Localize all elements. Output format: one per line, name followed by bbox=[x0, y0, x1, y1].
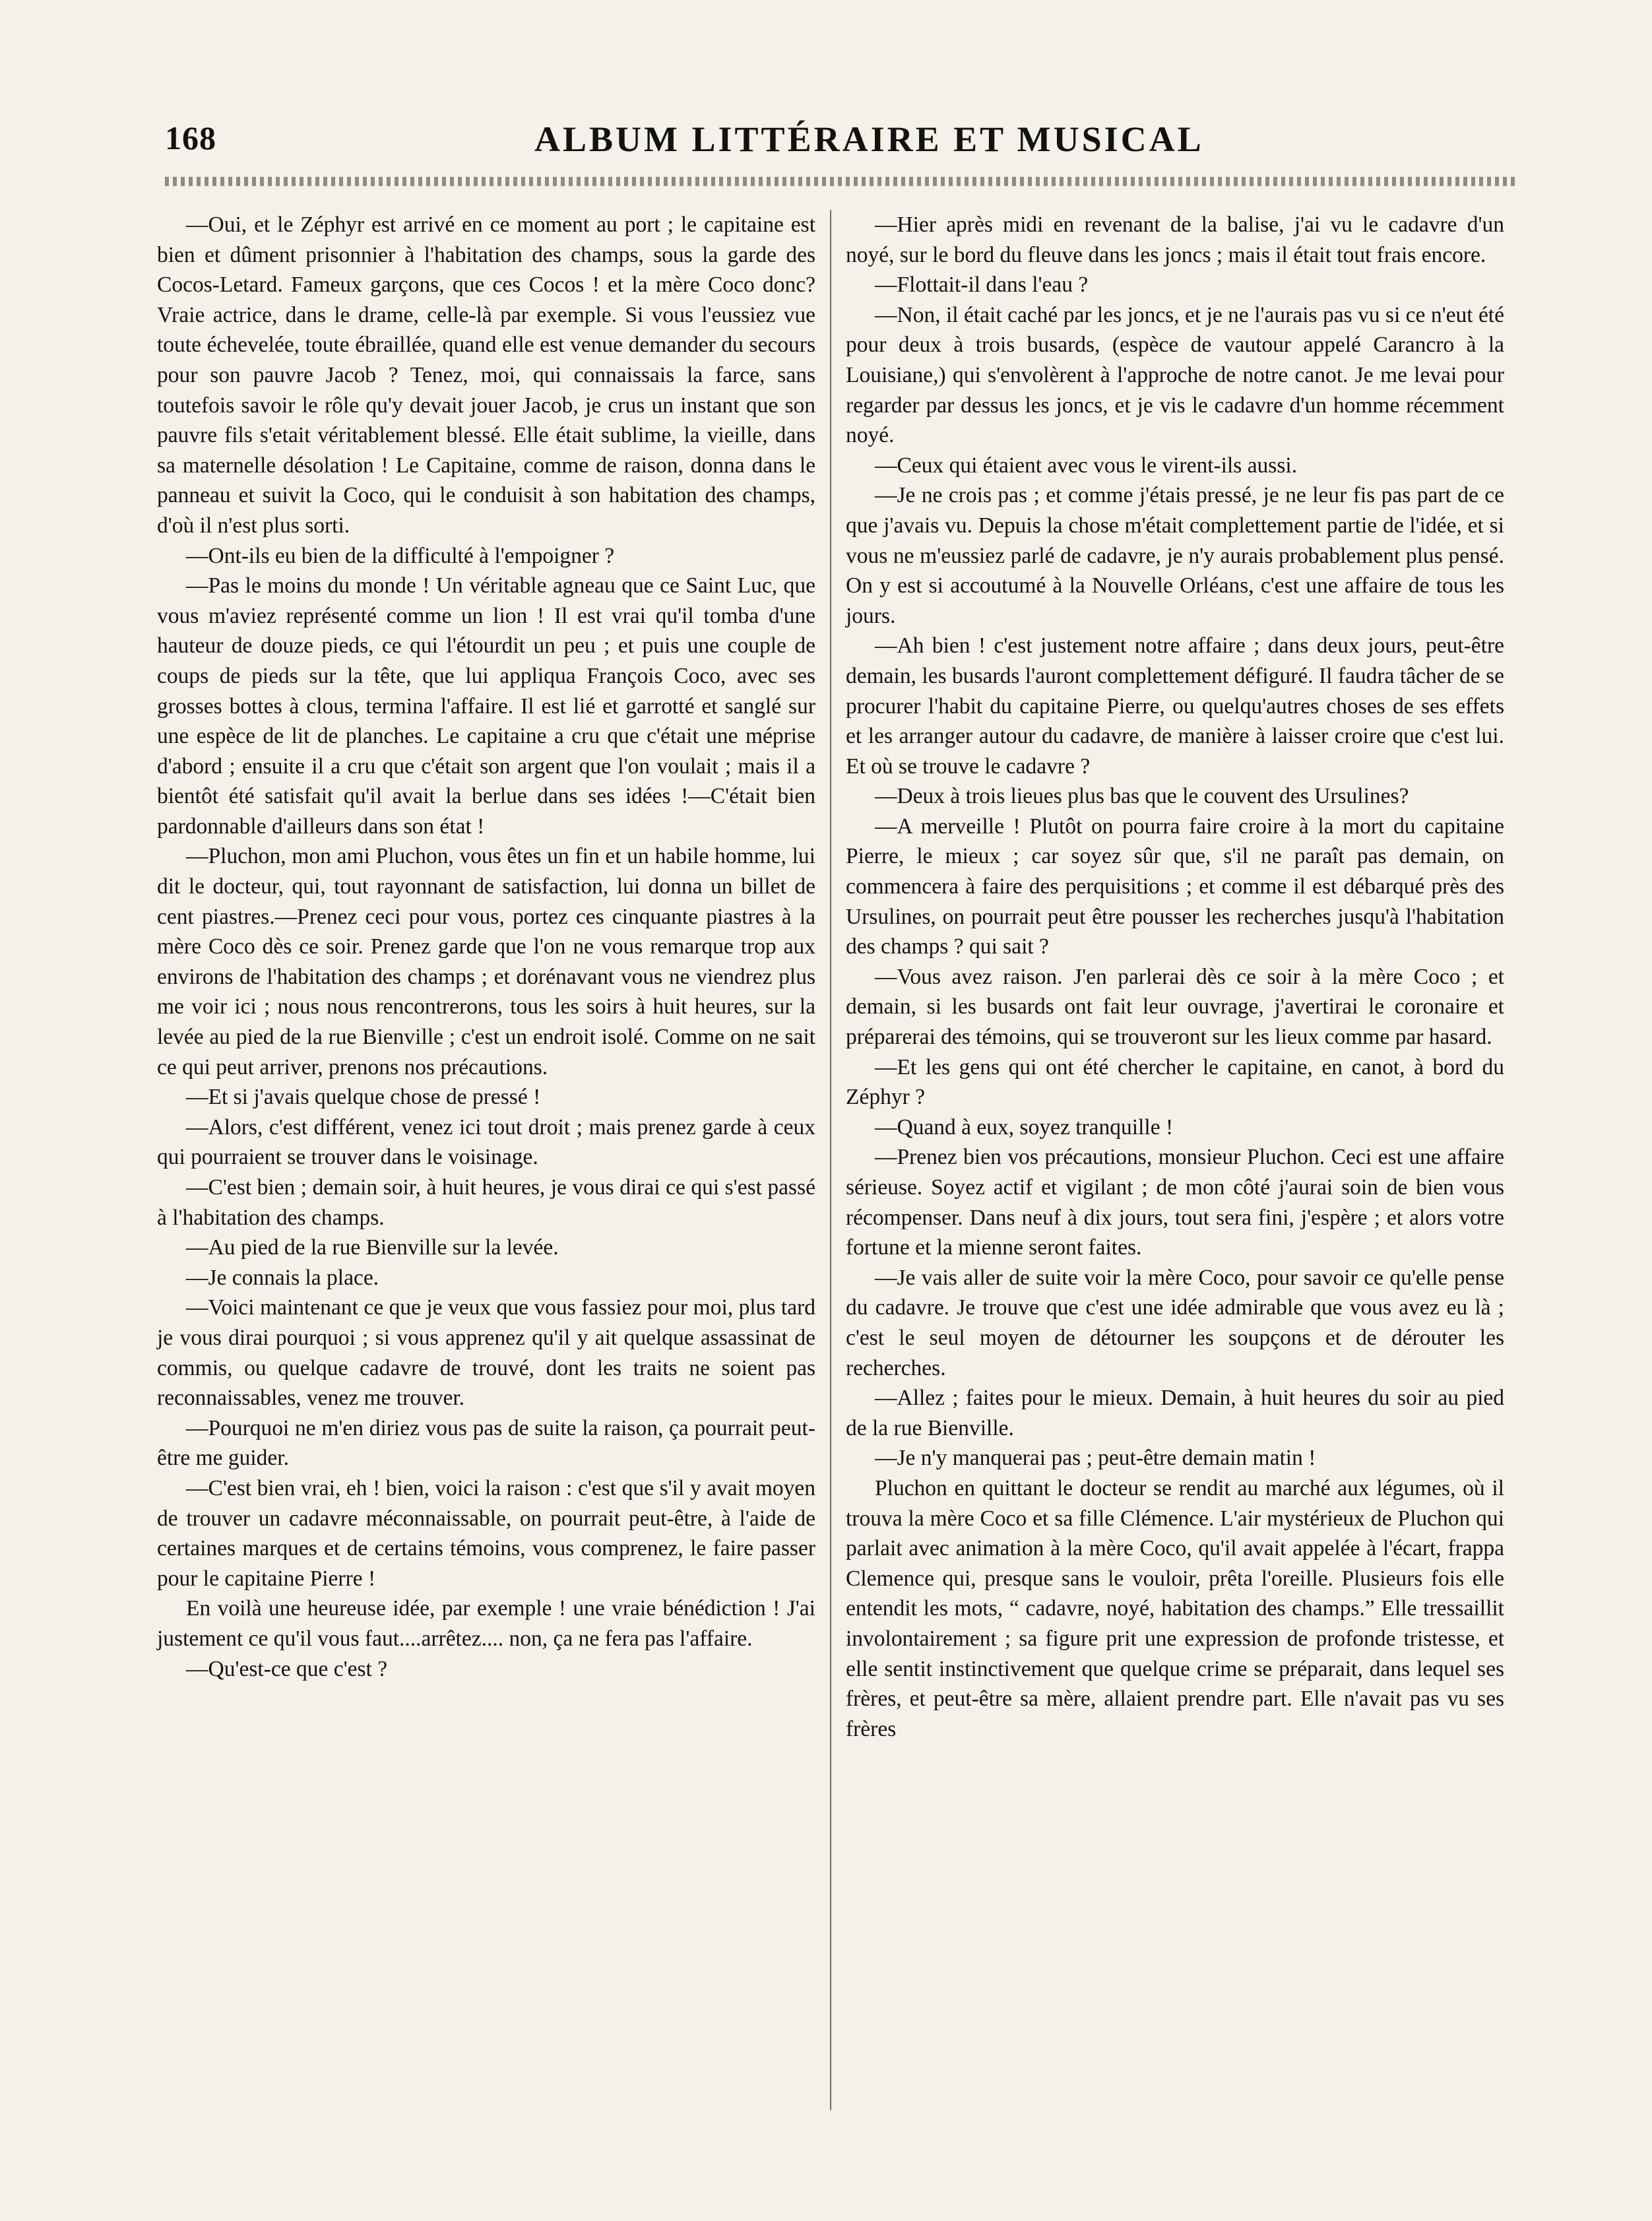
paragraph: —Deux à trois lieues plus bas que le couvent des Ursulines? bbox=[875, 784, 1409, 809]
paragraph: —C'est bien ; demain soir, à huit heures, je vous dirai ce qui s'est passé à l'habitation des champs. bbox=[157, 1175, 815, 1230]
paragraph: —Pas le moins du monde ! Un véritable agneau que ce Saint Luc, que vous m'aviez représenté comme un lion ! Il est vrai qu'il tomba d'une hauteur de douze pieds, ce qui l'étourdit un peu ; et puis une couple de coups de pieds sur la tête, que lui appliqua François Coco, avec ses grosses bottes à clous, termina l'affaire. Il est lié et garrotté et sanglé sur une espèce de lit de planches. Le capitaine a cru que c'était une méprise d'abord ; ensuite il a cru que c'était son argent que l'on voulait ; mais il a bientôt été satisfait qu'il avait la berlue dans ses idées !—C'était bien pardonnable d'ailleurs dans son état ! bbox=[157, 573, 815, 839]
paragraph: —Je connais la place. bbox=[186, 1265, 379, 1290]
paragraph: —Prenez bien vos précautions, monsieur Pluchon. Ceci est une affaire sérieuse. Soyez actif et vigilant ; de mon côté j'aurai soin de bien vous récompenser. Dans neuf à dix jours, tout sera fini, j'espère ; et alors votre fortune et la mienne seront faites. bbox=[846, 1145, 1504, 1260]
paragraph: —Et les gens qui ont été chercher le capitaine, en canot, à bord du Zéphyr ? bbox=[846, 1054, 1504, 1110]
header-rule bbox=[165, 177, 1517, 186]
paragraph: —Je ne crois pas ; et comme j'étais pressé, je ne leur fis pas part de ce que j'avais vu. Depuis la chose m'était complettement partie de l'idée, et si vous ne m'eussiez parlé de cadavre, je n'y aurais probablement plus pensé. On y est si accoutumé à la Nouvelle Orléans, c'est une affaire de tous les jours. bbox=[846, 483, 1504, 628]
left-column bbox=[157, 210, 815, 1684]
paragraph: —Hier après midi en revenant de la balise, j'ai vu le cadavre d'un noyé, sur le bord du fleuve dans les joncs ; mais il était tout frais encore. bbox=[846, 212, 1504, 267]
paragraph: —C'est bien vrai, eh ! bien, voici la raison : c'est que s'il y avait moyen de trouver un cadavre méconnaissable, on pourrait peut-être, à l'aide de certaines marques et de certains témoins, vous comprenez, le faire passer pour le capitaine Pierre ! bbox=[157, 1475, 815, 1591]
paragraph: —Allez ; faites pour le mieux. Demain, à huit heures du soir au pied de la rue Bienville. bbox=[846, 1386, 1504, 1440]
paragraph: —Je vais aller de suite voir la mère Coco, pour savoir ce qu'elle pense du cadavre. Je trouve que c'est une idée admirable que vous avez eu là ; c'est le seul moyen de détourner les soupçons et de dérouter les recherches. bbox=[846, 1265, 1504, 1380]
paragraph: —Ah bien ! c'est justement notre affaire ; dans deux jours, peut-être demain, les busards l'auront complettement défiguré. Il faudra tâcher de se procurer l'habit du capitaine Pierre, ou quelqu'autres choses de ses effets et les arranger autour du cadavre, de manière à laisser croire que c'est lui. Et où se trouve le cadavre ? bbox=[846, 633, 1504, 779]
paragraph: —Ceux qui étaient avec vous le virent-ils aussi. bbox=[875, 453, 1298, 478]
paragraph: —Et si j'avais quelque chose de pressé ! bbox=[186, 1085, 541, 1110]
paragraph: —Quand à eux, soyez tranquille ! bbox=[875, 1114, 1174, 1140]
column-divider bbox=[830, 210, 831, 2110]
paragraph: —Au pied de la rue Bienville sur la levée. bbox=[186, 1235, 559, 1260]
paragraph: —Je n'y manquerai pas ; peut-être demain matin ! bbox=[875, 1446, 1316, 1471]
paragraph: —Qu'est-ce que c'est ? bbox=[186, 1656, 388, 1681]
page-number: 168 bbox=[165, 119, 216, 156]
paragraph: —Voici maintenant ce que je veux que vous fassiez pour moi, plus tard je vous dirai pourquoi ; si vous apprenez qu'il y ait quelque assassinat de commis, ou quelque cadavre de trouvé, dont les traits ne soient pas reconnaissables, venez me trouver. bbox=[157, 1295, 815, 1411]
paragraph: —Ont-ils eu bien de la difficulté à l'empoigner ? bbox=[186, 543, 615, 568]
paragraph: Pluchon en quittant le docteur se rendit au marché aux légumes, où il trouva la mère Coco et sa fille Clémence. L'air mystérieux de Pluchon qui parlait avec animation à la mère Coco, qu'il avait appelée à l'écart, frappa Clemence qui, presque sans le vouloir, prêta l'oreille. Plusieurs fois elle entendit les mots, “ cadavre, noyé, habitation des champs.” Elle tressaillit involontairement ; sa figure prit une expression de profonde tristesse, et elle sentit instinctivement que quelque crime se préparait, dans lequel ses frères, et peut-être sa mère, allaient prendre part. Elle n'avait pas vu ses frères bbox=[846, 1475, 1504, 1741]
paragraph: En voilà une heureuse idée, par exemple ! une vraie bénédiction ! J'ai justement ce qu'il vous faut....arrêtez.... non, ça ne fera pas l'affaire. bbox=[157, 1596, 815, 1651]
paragraph: —Pluchon, mon ami Pluchon, vous êtes un fin et un habile homme, lui dit le docteur, qui, tout rayonnant de satisfaction, lui donna un billet de cent piastres.—Prenez ceci pour vous, portez ces cinquante piastres à la mère Coco dès ce soir. Prenez garde que l'on ne vous remarque trop aux environs de l'habitation des champs ; et dorénavant vous ne viendrez plus me voir ici ; nous nous rencontrerons, tous les soirs à huit heures, sur la levée au pied de la rue Bienville ; c'est un endroit isolé. Comme on ne sait ce qui peut arriver, prenons nos précautions. bbox=[157, 844, 815, 1079]
paragraph: —Oui, et le Zéphyr est arrivé en ce moment au port ; le capitaine est bien et dûment prisonnier à l'habitation des champs, sous la garde des Cocos-Letard. Fameux garçons, que ces Cocos ! et la mère Coco donc? Vraie actrice, dans le drame, celle-là par exemple. Si vous l'eussiez vue toute échevelée, toute ébraillée, quand elle est venue demander du secours pour son pauvre Jacob ? Tenez, moi, qui connaissais la farce, sans toutefois savoir le rôle qu'y devait jouer Jacob, je crus un instant que son pauvre fils s'etait véritablement blessé. Elle était sublime, la vieille, dans sa maternelle désolation ! Le Capitaine, comme de raison, donna dans le panneau et suivit la Coco, qui le conduisit à son habitation des champs, d'où il n'est plus sorti. bbox=[157, 212, 815, 538]
running-title: ALBUM LITTÉRAIRE ET MUSICAL bbox=[534, 119, 1204, 159]
paragraph: —Vous avez raison. J'en parlerai dès ce soir à la mère Coco ; et demain, si les busards ont fait leur ouvrage, j'avertirai le coronaire et préparerai des témoins, qui se trouveront sur les lieux comme par hasard. bbox=[846, 964, 1504, 1050]
paragraph: —Non, il était caché par les joncs, et je ne l'aurais pas vu si ce n'eut été pour deux à trois busards, (espèce de vautour appelé Carancro à la Louisiane,) qui s'envolèrent à l'approche de notre canot. Je me levai pour regarder par dessus les joncs, et je vis le cadavre d'un homme récemment noyé. bbox=[846, 302, 1504, 448]
right-column bbox=[846, 210, 1504, 1744]
page-header bbox=[165, 119, 1517, 178]
paragraph: —Flottait-il dans l'eau ? bbox=[875, 273, 1089, 298]
paragraph: —Alors, c'est différent, venez ici tout droit ; mais prenez garde à ceux qui pourraient se trouver dans le voisinage. bbox=[157, 1114, 815, 1170]
paragraph: —A merveille ! Plutôt on pourra faire croire à la mort du capitaine Pierre, le mieux ; car soyez sûr que, s'il ne paraît pas demain, on commencera à faire des perquisitions ; et comme il est débarqué près des Ursulines, on pourrait peut être pousser les recherches jusqu'à l'habitation des champs ? qui sait ? bbox=[846, 814, 1504, 959]
paragraph: —Pourquoi ne m'en diriez vous pas de suite la raison, ça pourrait peut-être me guider. bbox=[157, 1415, 815, 1471]
